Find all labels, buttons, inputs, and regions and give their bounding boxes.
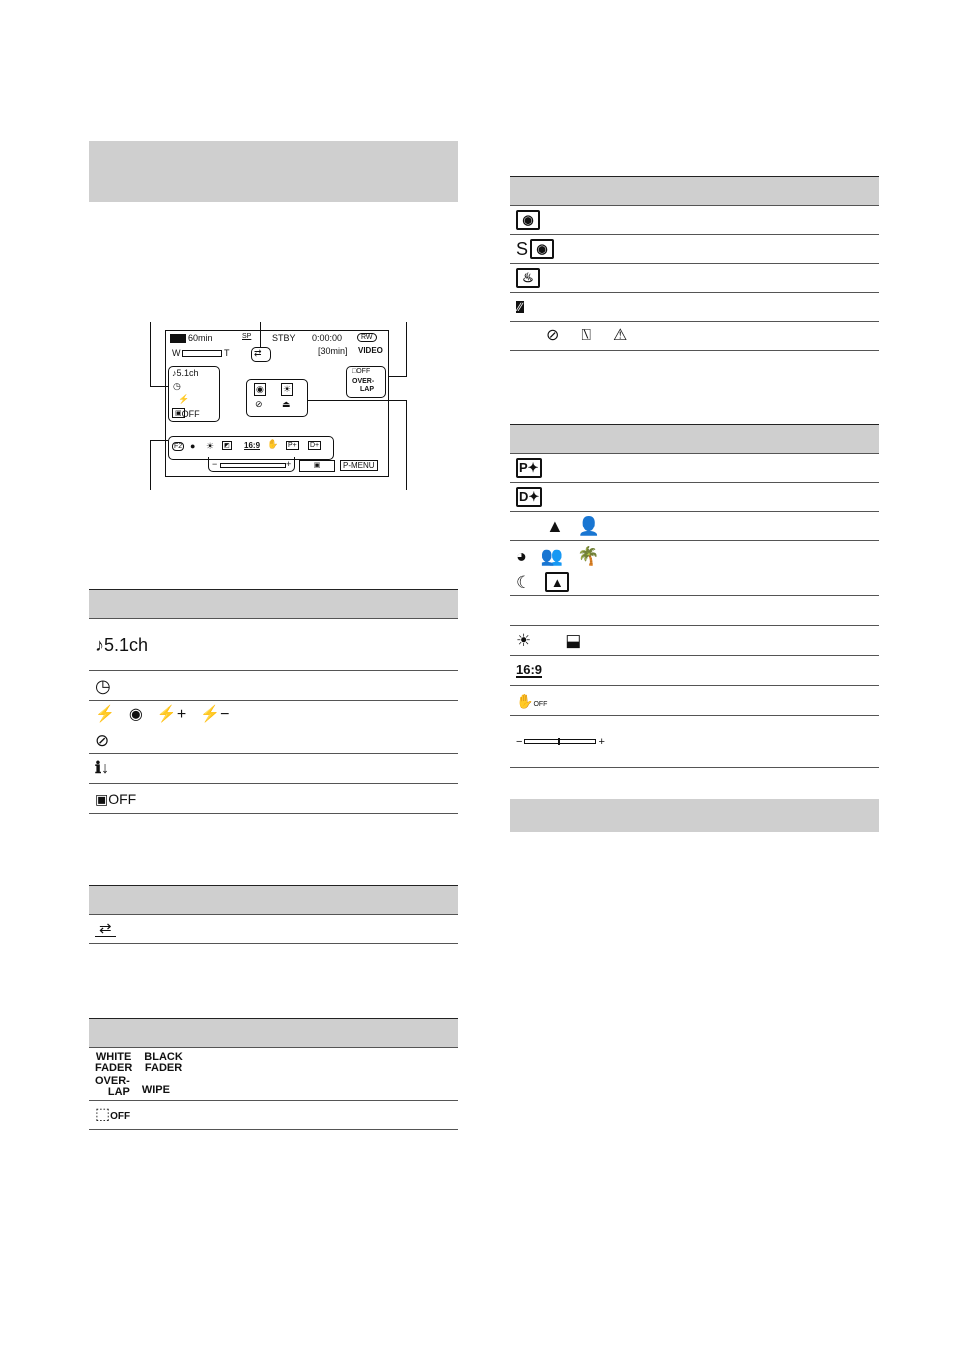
table-row <box>89 619 458 671</box>
repeat-play-icon: ⇄ <box>95 921 116 937</box>
battery-remaining: 60min <box>188 333 213 343</box>
table-row <box>510 235 879 264</box>
fader-off-icon: ⬚OFF <box>95 1106 131 1123</box>
super-nightshot-icon: ◉ <box>530 239 554 259</box>
lcd-screen-diagram <box>165 330 389 477</box>
indicator-table-left-3 <box>89 1018 458 1130</box>
picture-effect-icon: F2 <box>174 443 183 450</box>
flash-plus-icon: ⚡+ <box>156 706 187 723</box>
table-row <box>510 264 879 293</box>
black-fader-label: BLACK FADER <box>144 1051 183 1074</box>
beach-icon: 🌴 <box>577 546 600 566</box>
flash-minus-icon: ⚡− <box>200 706 230 723</box>
table-row <box>510 206 879 235</box>
color-slow-shutter-icon: ♨ <box>516 268 540 288</box>
slider-track <box>220 463 286 468</box>
remaining-time: [30min] <box>318 346 348 356</box>
zoom-w: W <box>172 348 181 358</box>
section-title-band <box>89 141 458 202</box>
repeat-icon: ⇄ <box>254 348 262 358</box>
time-counter: 0:00:00 <box>312 333 343 343</box>
table-row <box>510 626 879 656</box>
white-balance-icon: ☀ <box>516 631 532 650</box>
table-row <box>510 596 879 626</box>
white-balance-icon: ☀ <box>206 441 215 451</box>
red-eye-icon: ◉ <box>128 706 143 723</box>
nightshot-icon: ◉ <box>256 384 264 394</box>
disc-type: RW <box>357 333 377 342</box>
video-mode: VIDEO <box>358 346 383 355</box>
exposure-slider-track <box>524 739 596 744</box>
indicator-table-left-1 <box>89 589 458 814</box>
callout-line <box>150 322 151 387</box>
table-header <box>89 589 458 619</box>
mic-level-icon: ℹ↓ <box>95 759 110 777</box>
no-card-icon: ⍂ <box>581 327 592 344</box>
flash-off-icon: ⊘ <box>95 730 110 750</box>
table-header <box>89 885 458 915</box>
sunset-moon-icon: ☾ <box>516 572 532 592</box>
landscape-focus-icon: ▲ <box>546 516 564 536</box>
backlight-icon: ◩ <box>224 443 230 449</box>
surround-sound-icon: ♪5.1ch <box>95 634 149 655</box>
table-row <box>89 754 458 784</box>
steadyshot-off-icon: ✋ <box>267 439 279 449</box>
self-timer-icon: ◷ <box>95 675 111 696</box>
table-row <box>510 322 879 351</box>
table-row <box>89 701 458 754</box>
remote-commander-icon: ∕∕ <box>518 300 523 314</box>
callout-line <box>406 400 407 490</box>
table-row <box>89 784 458 814</box>
wide-select-icon: 16:9 <box>516 662 543 677</box>
no-disc-icon: ⊘ <box>546 327 560 344</box>
table-row <box>510 454 879 483</box>
table-row <box>510 656 879 686</box>
table-row <box>510 483 879 512</box>
slider-plus: + <box>286 459 292 469</box>
table-row <box>510 686 879 716</box>
portrait-icon: 👥 <box>540 546 564 566</box>
dynamic-adjust-icon: D✦ <box>516 487 542 507</box>
recording-mode: SP <box>242 333 252 340</box>
callout-line <box>150 440 151 490</box>
no-disc-icon: ⊘ <box>255 399 263 409</box>
table-row <box>510 541 879 596</box>
flash-icon: ⚡ <box>178 394 190 404</box>
overlap-label-1: OVER- <box>352 378 375 385</box>
indicator-table-right-1 <box>510 176 879 351</box>
overlap-label-2: LAP <box>360 386 374 393</box>
standby-status: STBY <box>272 333 296 343</box>
light-off-icon: ▣OFF <box>95 790 137 807</box>
pmenu-button[interactable]: P-MENU <box>340 460 378 471</box>
slider-minus: − <box>212 459 218 469</box>
camera-shake-warning-icon: ⚠ <box>613 327 628 344</box>
table-row <box>510 293 879 322</box>
wide-select-icon: 16:9 <box>244 441 261 450</box>
portrait-focus-icon: 👤 <box>577 516 601 536</box>
table-header <box>89 1018 458 1048</box>
dynamic-icon: D+ <box>310 442 320 449</box>
table-header <box>510 424 879 454</box>
table-header <box>510 176 879 206</box>
light-off-box: ▣ OFF <box>172 408 185 418</box>
table-row <box>89 915 458 944</box>
table-row <box>510 512 879 541</box>
screen-button[interactable]: ▣ <box>299 460 335 472</box>
section-title-band <box>510 799 879 832</box>
self-timer-icon: ◷ <box>173 381 181 391</box>
flash-icon: ⚡ <box>95 706 115 723</box>
zoom-t: T <box>224 348 230 358</box>
table-row <box>89 1101 458 1130</box>
wipe-label: WIPE <box>141 1083 170 1096</box>
surround-icon: ♪ 5.1ch <box>172 368 199 378</box>
super-nightshot-s: S <box>516 239 529 259</box>
program-ae-icon: ● <box>190 441 196 451</box>
battery-icon <box>170 334 186 343</box>
landscape-icon: ▲ <box>545 572 569 592</box>
table-row <box>89 1048 458 1101</box>
picture-adjust-icon: P+ <box>288 442 297 449</box>
overlap-label: OVER- LAP <box>95 1075 130 1098</box>
white-fader-label: WHITE FADER <box>95 1051 133 1074</box>
picture-adjust-icon: P✦ <box>516 458 542 478</box>
steadyshot-off-icon: ✋OFF <box>516 692 548 709</box>
nightshot-icon: ◉ <box>516 210 540 230</box>
indicator-table-right-2 <box>510 424 879 768</box>
exposure-plus: + <box>598 735 605 748</box>
exposure-minus: − <box>516 735 523 748</box>
callout-line <box>388 376 406 377</box>
fader-off-icon: □OFF <box>352 368 371 375</box>
callout-line <box>406 322 407 377</box>
one-push-wb-icon: ⬓ <box>565 631 582 650</box>
zoom-bar <box>182 350 222 357</box>
indicator-table-left-2 <box>89 885 458 944</box>
eject-icon: ⏏ <box>282 399 291 409</box>
table-row <box>510 716 879 768</box>
spotlight-icon: ◕ <box>516 546 527 566</box>
table-row <box>89 671 458 701</box>
color-slow-icon: ☀ <box>283 384 292 394</box>
